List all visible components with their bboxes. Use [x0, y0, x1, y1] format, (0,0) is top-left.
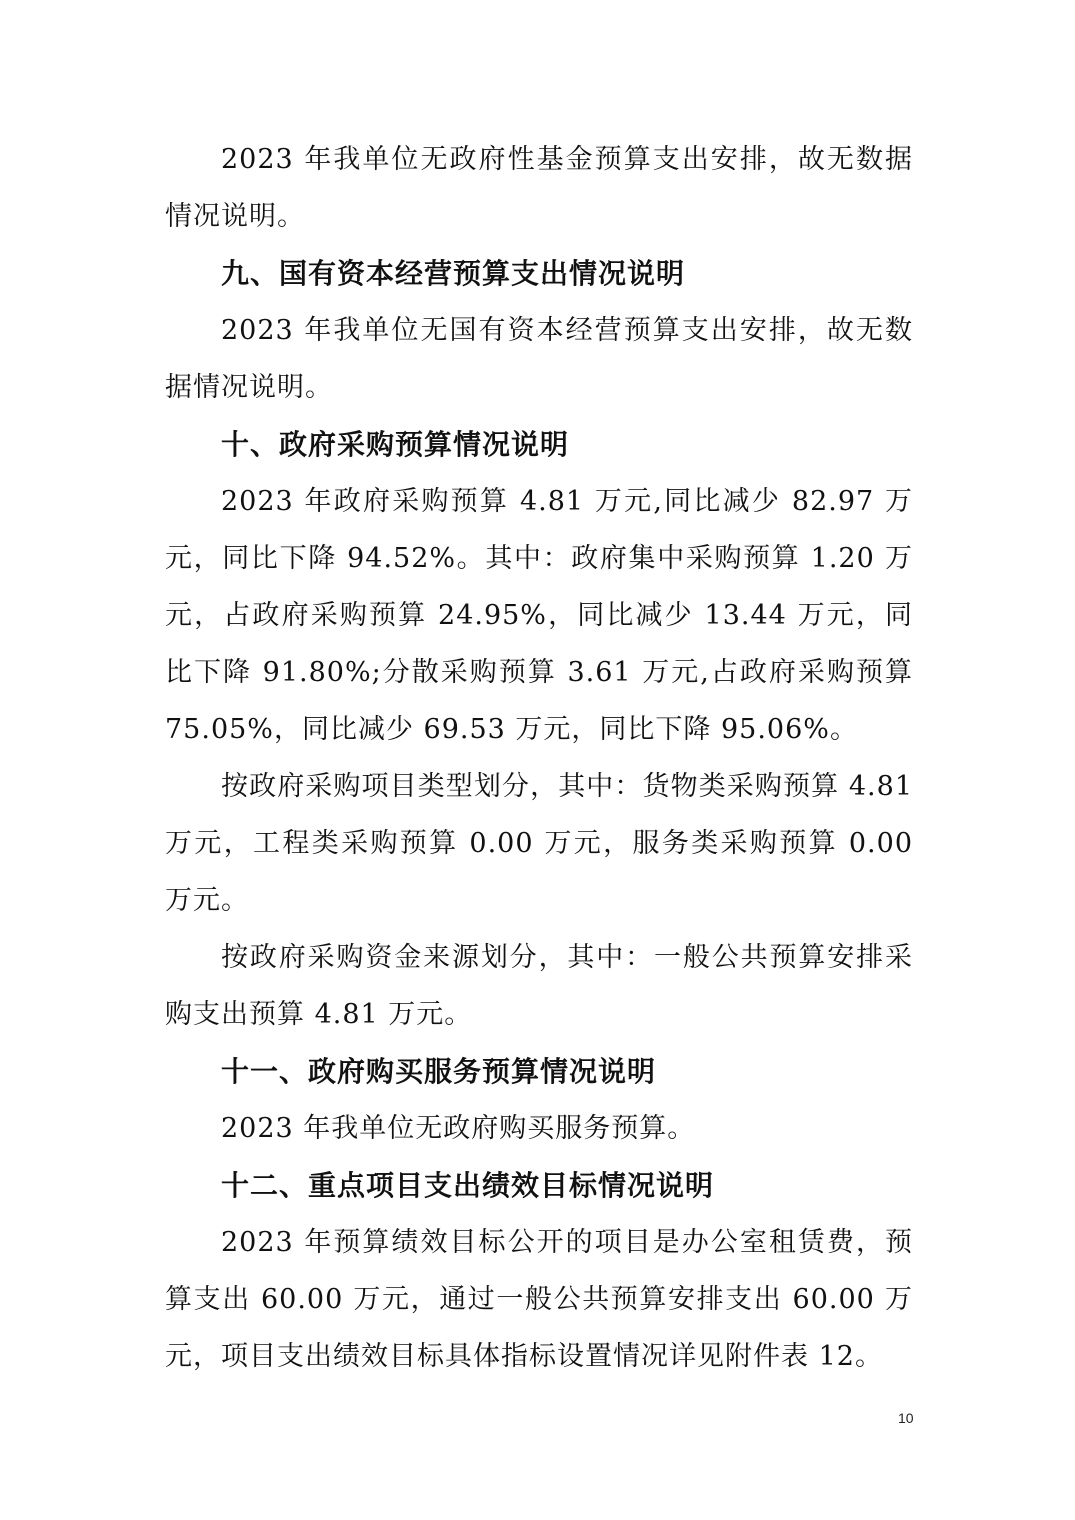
paragraph-service-purchase: 2023 年我单位无政府购买服务预算。 [221, 1113, 696, 1144]
paragraph-state-capital: 2023 年我单位无国有资本经营预算支出安排，故无数据情况说明。 [165, 315, 913, 403]
paragraph-fund-budget: 2023 年我单位无政府性基金预算支出安排，故无数据情况说明。 [165, 144, 913, 232]
page-number: 10 [898, 1410, 914, 1426]
paragraph-performance-goals: 2023 年预算绩效目标公开的项目是办公室租赁费，预算支出 60.00 万元，通过一般公共预算安排支出 60.00 万元，项目支出绩效目标具体指标设置情况详见附件表 12。 [165, 1227, 913, 1372]
paragraph-procurement-type: 按政府采购项目类型划分，其中：货物类采购预算 4.81 万元，工程类采购预算 0.00 万元，服务类采购预算 0.00 万元。 [165, 771, 913, 916]
heading-state-capital: 九、国有资本经营预算支出情况说明 [221, 257, 686, 290]
heading-service-purchase: 十一、政府购买服务预算情况说明 [221, 1055, 657, 1088]
heading-procurement: 十、政府采购预算情况说明 [221, 428, 570, 461]
heading-performance-goals: 十二、重点项目支出绩效目标情况说明 [221, 1169, 715, 1202]
paragraph-procurement-source: 按政府采购资金来源划分，其中：一般公共预算安排采购支出预算 4.81 万元。 [165, 942, 913, 1030]
paragraph-procurement-summary: 2023 年政府采购预算 4.81 万元,同比减少 82.97 万元，同比下降 94.52%。其中：政府集中采购预算 1.20 万元，占政府采购预算 24.95%，同比减少 13.44 万元，同比下降 91.80%;分散采购预算 3.61 万元,占政府采购预算 75.05%，同比减少 69.53 万元，同比下降 95.06%。 [165, 486, 913, 745]
document-body [165, 131, 913, 1385]
